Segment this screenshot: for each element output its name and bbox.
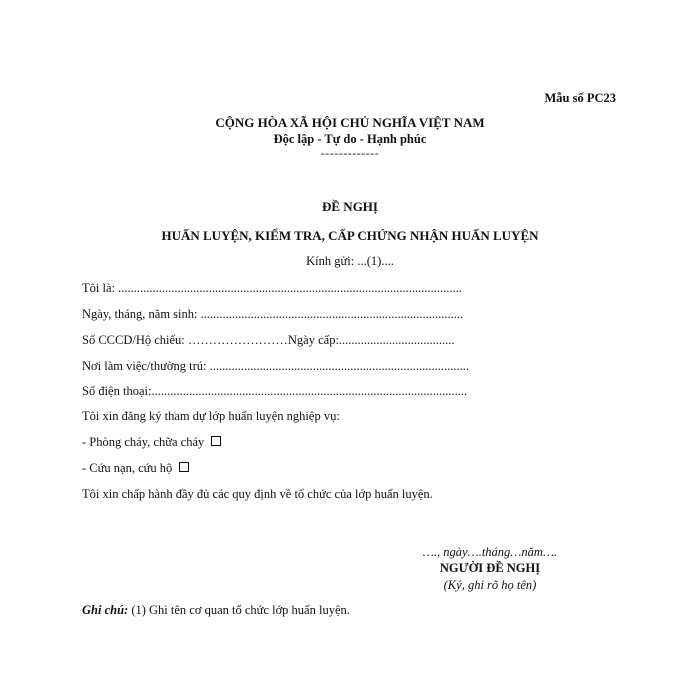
field-name: Tôi là: .............................................................................................................. <box>82 281 462 295</box>
signature-instruction: (Ký, ghi rõ họ tên) <box>443 578 537 592</box>
signature-date: …., ngày….tháng…năm…. <box>422 545 558 559</box>
field-id-number: Số CCCD/Hộ chiếu: ……………………Ngày cấp:..................................... <box>82 333 455 347</box>
commitment-statement: Tôi xin chấp hành đầy đủ các quy định về tổ chức của lớp huấn luyện. <box>82 487 433 501</box>
header-divider: ------------- <box>320 146 380 160</box>
register-statement: Tôi xin đăng ký tham dự lớp huấn luyện nghiệp vụ: <box>82 409 340 423</box>
field-phone: Số điện thoại:..................................................................................................... <box>82 384 468 398</box>
footnote-text: (1) Ghi tên cơ quan tổ chức lớp huấn luyện. <box>131 603 350 617</box>
footnote-label: Ghi chú: <box>82 603 129 617</box>
recipient-line: Kính gửi: ...(1).... <box>306 254 394 268</box>
checkbox-fire-fighting[interactable] <box>211 436 221 446</box>
document-subtitle: HUẤN LUYỆN, KIỂM TRA, CẤP CHỨNG NHẬN HUẤN LUYỆN <box>161 228 539 243</box>
document-title: ĐỀ NGHỊ <box>322 199 378 214</box>
form-code: Mẫu số PC23 <box>544 91 616 105</box>
option-rescue <box>82 461 189 476</box>
checkbox-rescue[interactable] <box>179 462 189 472</box>
option-fire-fighting-label: - Phòng cháy, chữa cháy <box>82 435 205 449</box>
field-address: Nơi làm việc/thường trú: ................................................................................... <box>82 359 469 373</box>
footnote <box>82 603 350 618</box>
signature-role: NGƯỜI ĐỀ NGHỊ <box>439 561 541 575</box>
field-date-of-birth: Ngày, tháng, năm sinh: .................................................................................... <box>82 307 464 321</box>
motto: Độc lập - Tự do - Hạnh phúc <box>273 132 427 146</box>
option-rescue-label: - Cứu nạn, cứu hộ <box>82 461 173 475</box>
option-fire-fighting <box>82 435 221 450</box>
nation-header: CỘNG HÒA XÃ HỘI CHỦ NGHĨA VIỆT NAM <box>215 115 485 130</box>
